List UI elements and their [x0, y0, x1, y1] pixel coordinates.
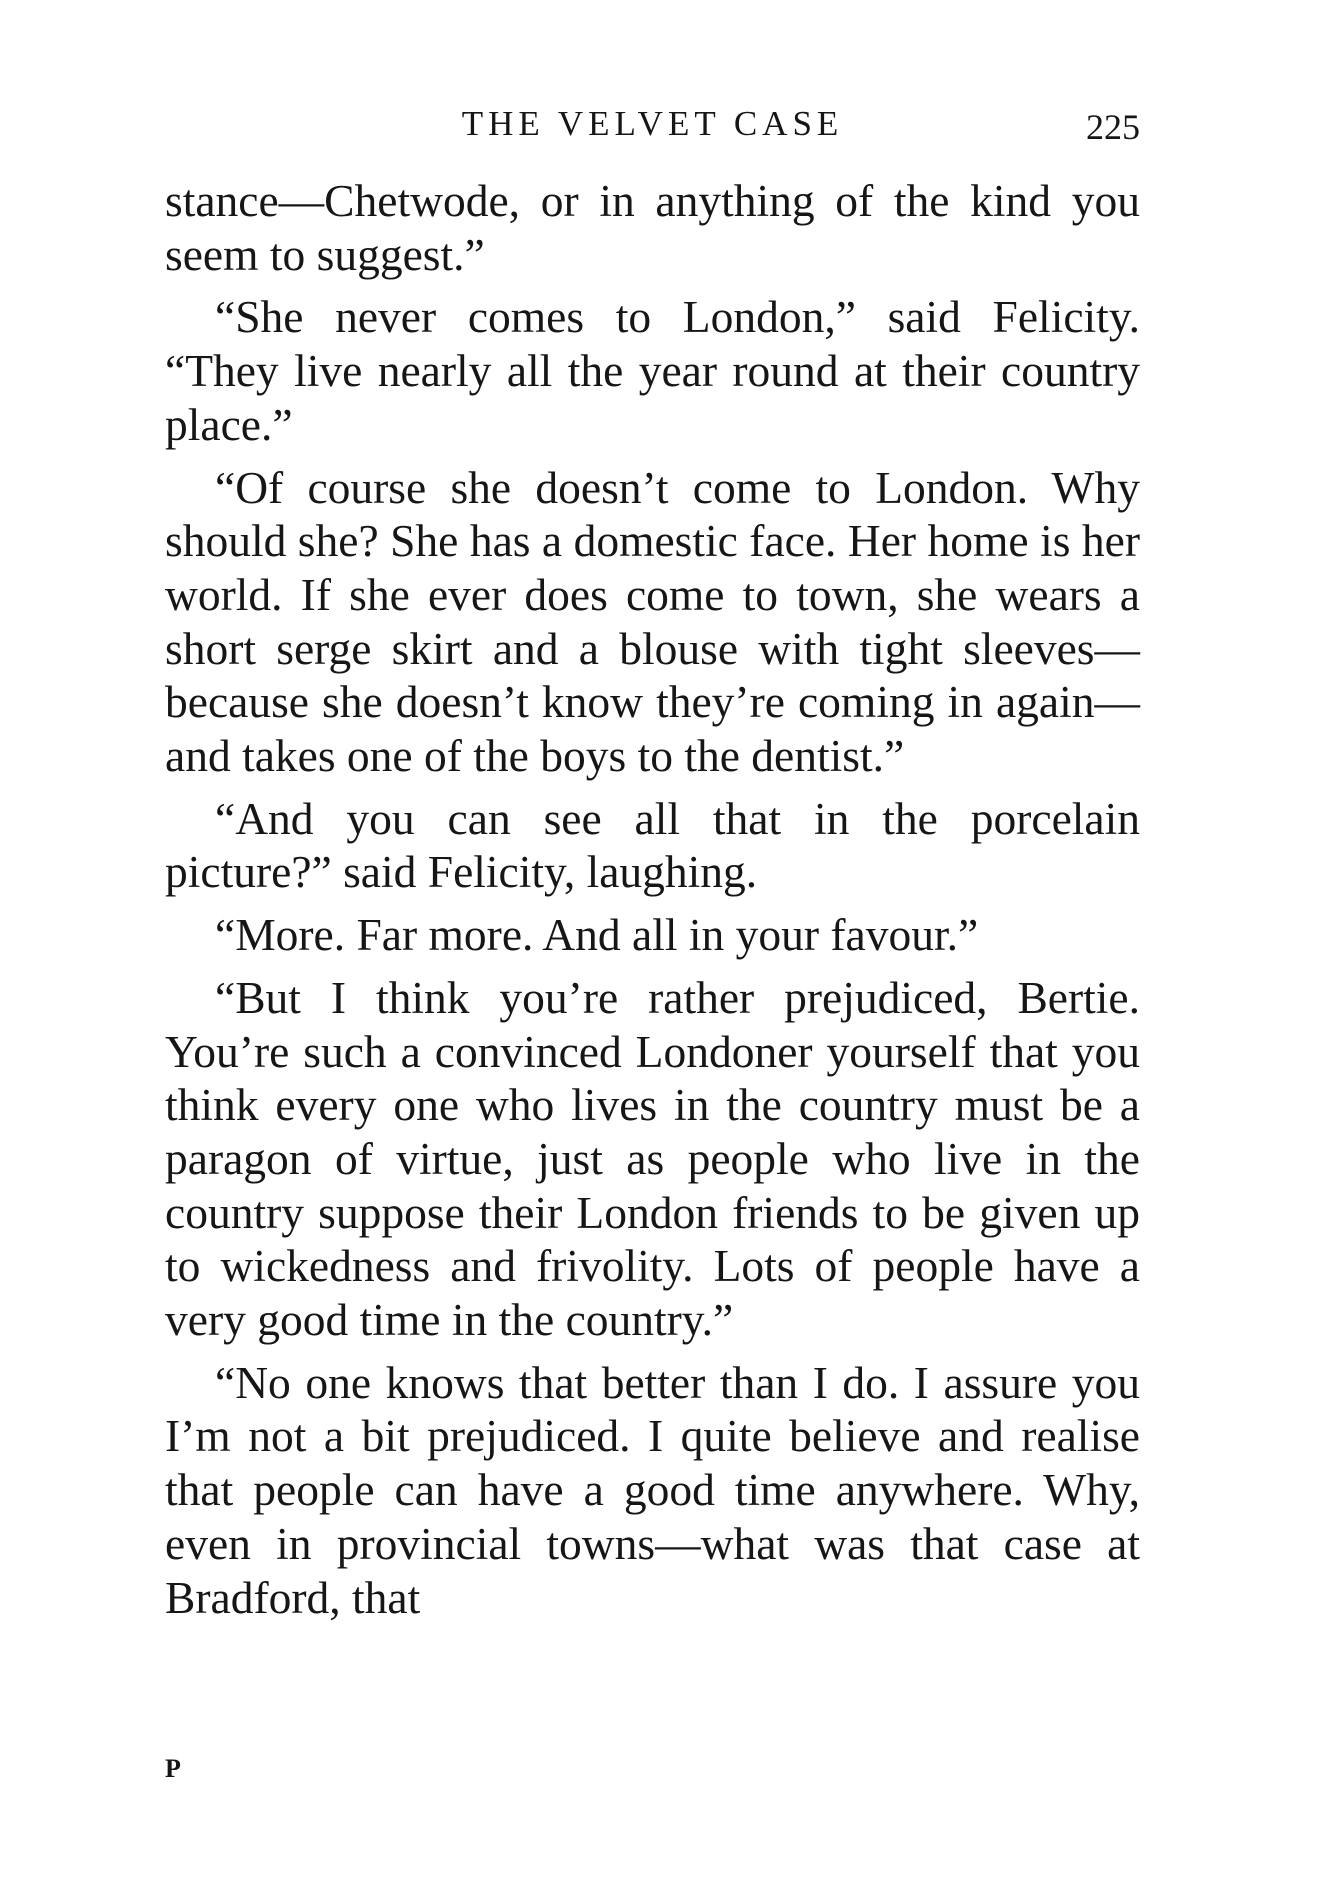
running-title: THE VELVET CASE: [461, 104, 844, 143]
page-header: [165, 104, 1140, 154]
signature-mark: P: [165, 1754, 181, 1783]
paragraph: “And you can see all that in the porcelain picture?” said Felicity, laughing.: [165, 792, 1140, 898]
body-text: [165, 174, 1140, 1624]
paragraph: “No one knows that better than I do. I assure you I’m not a bit prejudiced. I quite believe and realise that people can have a good time anywhere. Why, even in provincial towns—what was that case at Bradford, that: [165, 1356, 1140, 1623]
page-number: 225: [1086, 107, 1140, 147]
paragraph: “She never comes to London,” said Felicity. “They live nearly all the year round at their country place.”: [165, 291, 1140, 450]
paragraph: “But I think you’re rather prejudiced, Bertie. You’re such a convinced Londoner yourself that you think every one who lives in the country must be a paragon of virtue, just as people who live in the country suppose their London friends to be given up to wickedness and frivolity. Lots of people have a very good time in the country.”: [165, 971, 1140, 1346]
paragraph: “Of course she doesn’t come to London. Why should she? She has a domestic face. Her home is her world. If she ever does come to town, she wears a short serge skirt and a blouse with tight sleeves—because she doesn’t know they’re coming in again—and takes one of the boys to the dentist.”: [165, 461, 1140, 782]
paragraph: stance—Chetwode, or in anything of the kind you seem to suggest.”: [165, 175, 1140, 280]
paragraph: “More. Far more. And all in your favour.”: [215, 909, 979, 961]
